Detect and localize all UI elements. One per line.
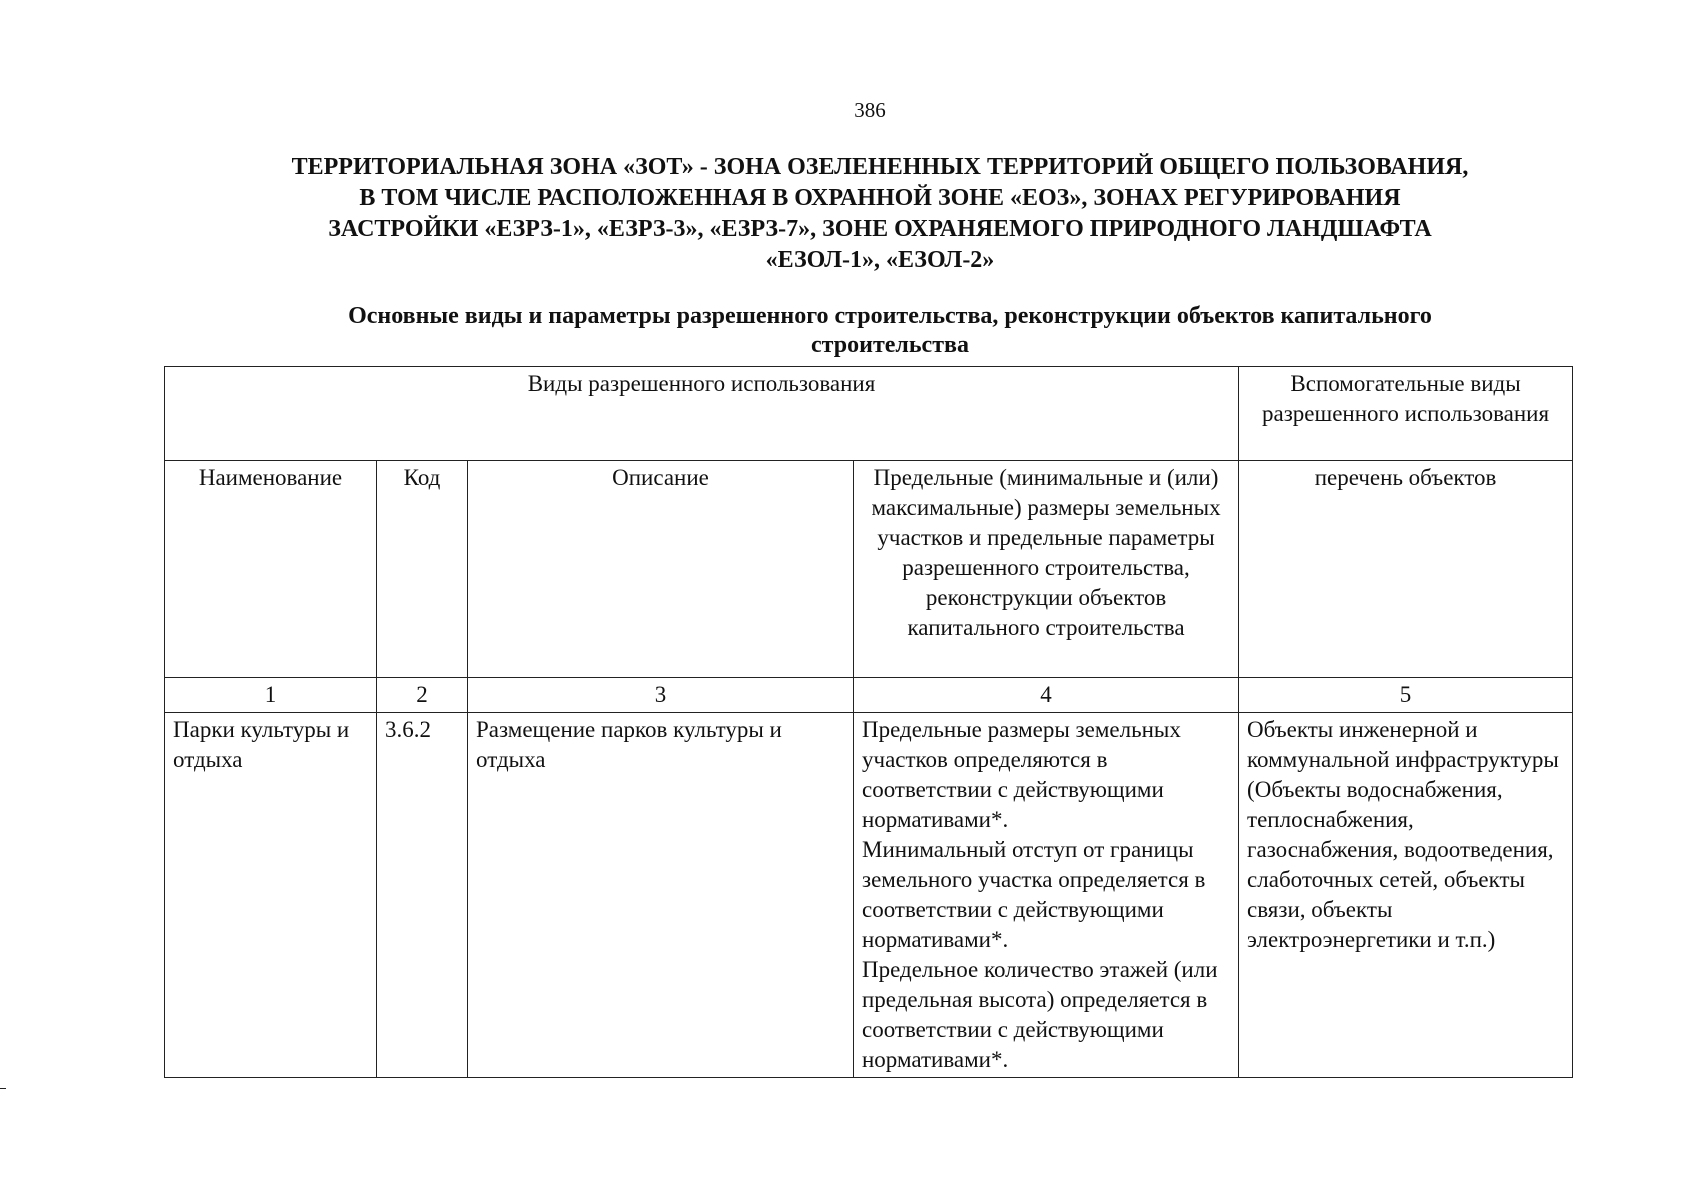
column-number: 1 [165, 678, 377, 713]
permitted-uses-table [164, 366, 1573, 1078]
zone-title [200, 152, 1560, 276]
margin-mark [0, 1088, 6, 1089]
column-number: 5 [1239, 678, 1573, 713]
column-number: 2 [377, 678, 468, 713]
zone-title-line: ЗАСТРОЙКИ «ЕЗРЗ-1», «ЕЗРЗ-3», «ЕЗРЗ-7», ЗОНЕ ОХРАНЯЕМОГО ПРИРОДНОГО ЛАНДШАФТА [328, 216, 1432, 242]
header-parameters: Предельные (минимальные и (или) максимальные) размеры земельных участков и предельные параметры разрешенного строительства, реконструкции объектов капитального строительства [854, 461, 1239, 678]
section-title [220, 302, 1560, 360]
column-number: 3 [468, 678, 854, 713]
table-row [165, 713, 1573, 1078]
column-number: 4 [854, 678, 1239, 713]
zone-title-line: ТЕРРИТОРИАЛЬНАЯ ЗОНА «ЗОТ» - ЗОНА ОЗЕЛЕНЕННЫХ ТЕРРИТОРИЙ ОБЩЕГО ПОЛЬЗОВАНИЯ, [291, 154, 1469, 180]
auxiliary-objects: Объекты инженерной и коммунальной инфраструктуры (Объекты водоснабжения, теплоснабжения, газоснабжения, водоотведения, слаботочных сетей, объекты связи, объекты электроэнергетики и т.п.) [1239, 713, 1573, 1078]
header-main-uses: Виды разрешенного использования [165, 367, 1239, 461]
use-code: 3.6.2 [377, 713, 468, 1078]
header-auxiliary-uses: Вспомогательные виды разрешенного использования [1239, 367, 1573, 461]
section-title-line: строительства [811, 332, 969, 358]
column-number-row [165, 678, 1573, 713]
group-header-row [165, 367, 1573, 461]
header-objects-list: перечень объектов [1239, 461, 1573, 678]
zone-title-line: «ЕЗОЛ-1», «ЕЗОЛ-2» [765, 247, 995, 273]
header-code: Код [377, 461, 468, 678]
column-header-row [165, 461, 1573, 678]
use-name: Парки культуры и отдыха [165, 713, 377, 1078]
zone-title-line: В ТОМ ЧИСЛЕ РАСПОЛОЖЕННАЯ В ОХРАННОЙ ЗОНЕ «ЕОЗ», ЗОНАХ РЕГУРИРОВАНИЯ [359, 185, 1401, 211]
page-number: 386 [854, 98, 886, 122]
use-description: Размещение парков культуры и отдыха [468, 713, 854, 1078]
section-title-line: Основные виды и параметры разрешенного строительства, реконструкции объектов капитального [348, 303, 1432, 329]
header-description: Описание [468, 461, 854, 678]
header-name: Наименование [165, 461, 377, 678]
use-parameters: Предельные размеры земельных участков определяются в соответствии с действующими нормативами*. Минимальный отступ от границы земельного участка определяется в соответствии с действующими нормативами*. Предельное количество этажей (или предельная высота) определяется в соответствии с действующими нормативами*. [854, 713, 1239, 1078]
